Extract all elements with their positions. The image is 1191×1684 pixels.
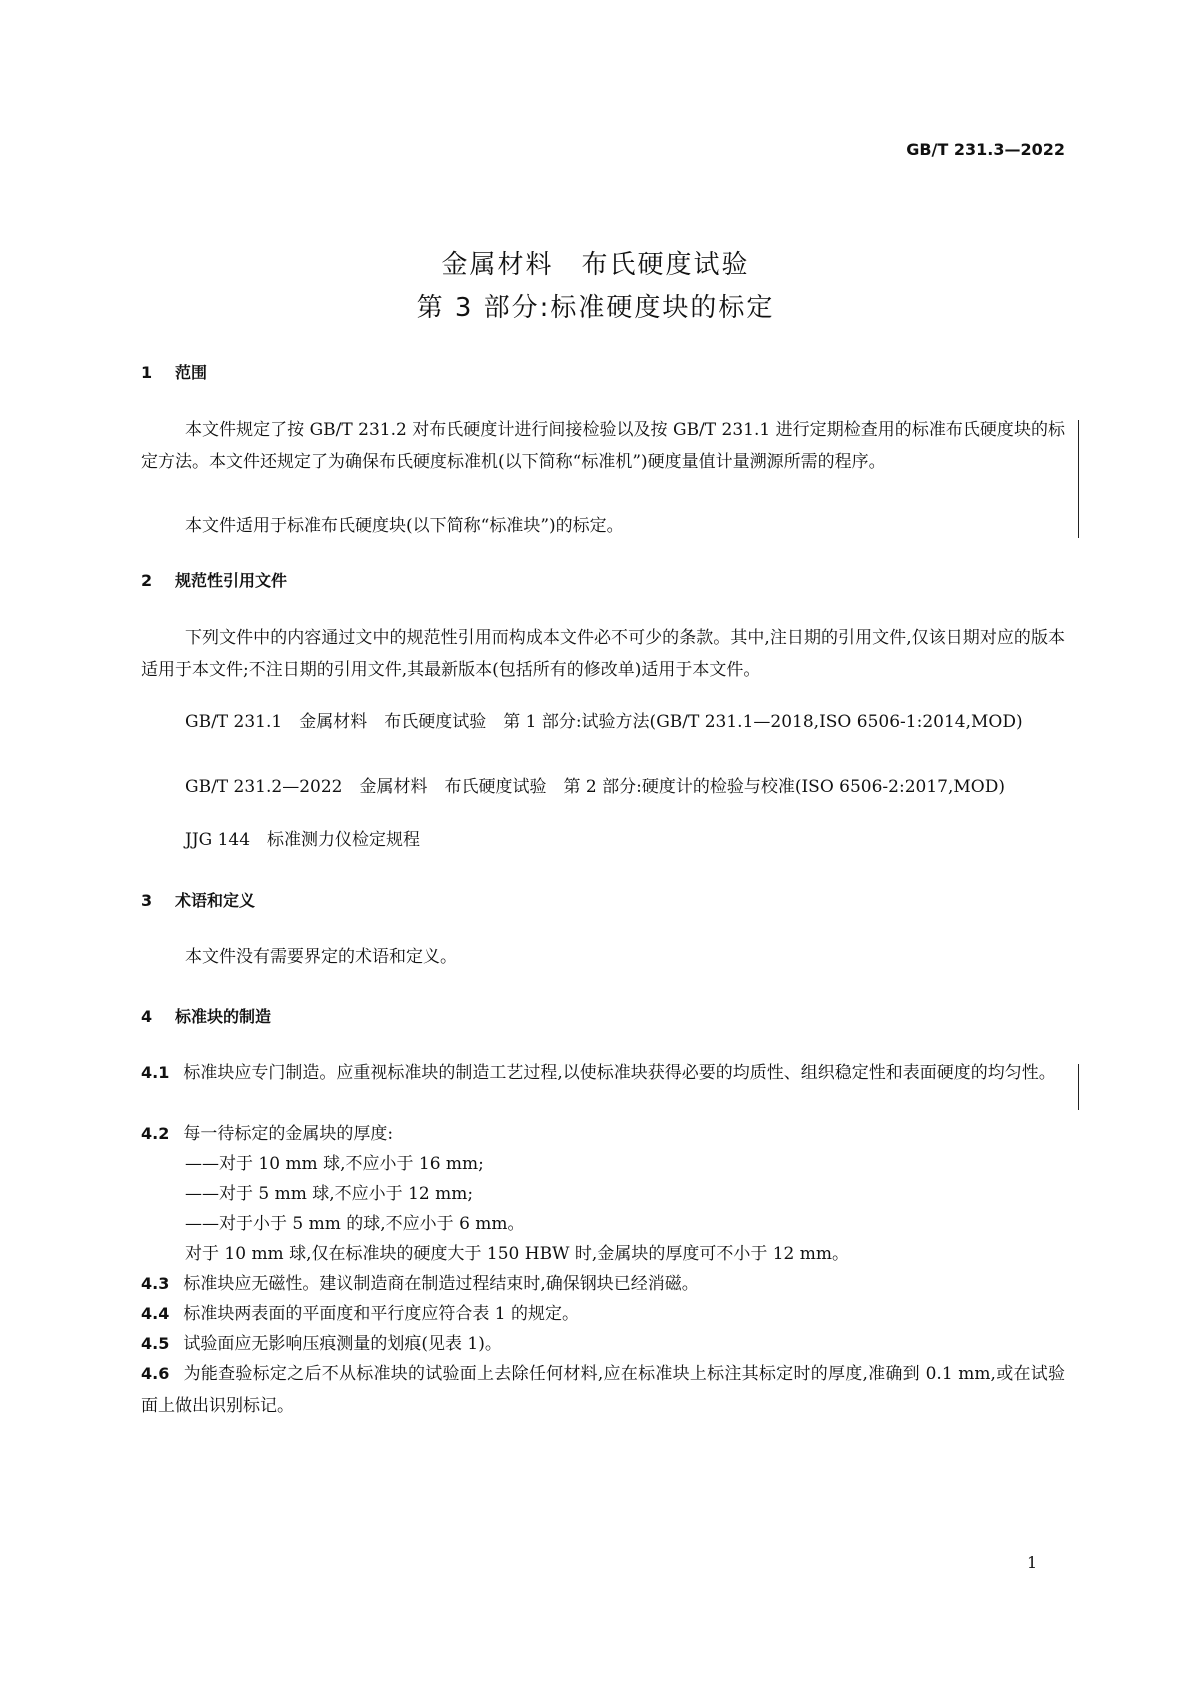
clause-text: 标准块应无磁性。建议制造商在制造过程结束时,确保钢块已经消磁。 [183,1274,699,1294]
change-bar [1078,1064,1079,1110]
normative-reference-1: GB/T 231.1 金属材料 布氏硬度试验 第 1 部分:试验方法(GB/T 231.1—2018,ISO 6506-1:2014,MOD) [185,712,1023,732]
clause-text: 试验面应无影响压痕测量的划痕(见表 1)。 [183,1334,502,1354]
change-bar [1078,420,1079,538]
clause-text: 标准块两表面的平面度和平行度应符合表 1 的规定。 [183,1304,579,1324]
section-2-heading [141,568,287,591]
clause-text: 为能查验标定之后不从标准块的试验面上去除任何材料,应在标准块上标注其标定时的厚度,准确到 0.1 mm,或在试验面上做出识别标记。 [141,1364,1065,1416]
clause-text: 标准块应专门制造。应重视标准块的制造工艺过程,以使标准块获得必要的均质性、组织稳定性和表面硬度的均匀性。 [183,1063,1056,1083]
section-number: 1 [141,363,153,382]
clause-4-6 [141,1358,1065,1422]
clause-number: 4.6 [141,1364,170,1383]
document-title-line-1: 金属材料 布氏硬度试验 [441,250,750,280]
list-item: ——对于 5 mm 球,不应小于 12 mm; [185,1184,474,1204]
section-1-paragraph-1: 本文件规定了按 GB/T 231.2 对布氏硬度计进行间接检验以及按 GB/T 231.1 进行定期检查用的标准布氏硬度块的标定方法。本文件还规定了为确保布氏硬度标准机(以下简称“标准机”)硬度量值计量溯源所需的程序。 [141,420,1065,472]
clause-4-3 [141,1268,1065,1300]
section-3-paragraph-1: 本文件没有需要界定的术语和定义。 [185,947,457,967]
clause-4-2-note: 对于 10 mm 球,仅在标准块的硬度大于 150 HBW 时,金属块的厚度可不小于 12 mm。 [185,1244,850,1264]
clause-4-5 [141,1328,1065,1360]
page-number: 1 [1027,1553,1038,1572]
clause-number: 4.3 [141,1274,170,1293]
list-item: ——对于 10 mm 球,不应小于 16 mm; [185,1154,484,1174]
clause-number: 4.4 [141,1304,170,1323]
section-title: 术语和定义 [175,891,256,910]
list-item: ——对于小于 5 mm 的球,不应小于 6 mm。 [185,1214,525,1234]
section-title: 标准块的制造 [175,1007,272,1026]
section-1-paragraph-2: 本文件适用于标准布氏硬度块(以下简称“标准块”)的标定。 [185,516,624,536]
document-code: GB/T 231.3—2022 [906,140,1065,159]
document-title-line-2: 第 3 部分:标准硬度块的标定 [416,293,775,323]
clause-4-1 [141,1057,1065,1089]
normative-reference-3: JJG 144 标准测力仪检定规程 [185,830,421,850]
normative-reference-2: GB/T 231.2—2022 金属材料 布氏硬度试验 第 2 部分:硬度计的检验与校准(ISO 6506-2:2017,MOD) [185,777,1005,797]
section-3-heading [141,888,255,911]
clause-number: 4.2 [141,1124,170,1143]
clause-number: 4.1 [141,1063,170,1082]
section-number: 4 [141,1007,153,1026]
section-1-heading [141,360,207,383]
clause-4-4 [141,1298,1065,1330]
section-4-heading [141,1004,271,1027]
clause-4-2 [141,1118,1065,1150]
section-number: 3 [141,891,153,910]
clause-number: 4.5 [141,1334,170,1353]
section-number: 2 [141,571,153,590]
section-2-paragraph-1: 下列文件中的内容通过文中的规范性引用而构成本文件必不可少的条款。其中,注日期的引用文件,仅该日期对应的版本适用于本文件;不注日期的引用文件,其最新版本(包括所有的修改单)适用于本文件。 [141,628,1065,680]
section-title: 范围 [175,363,208,382]
section-title: 规范性引用文件 [175,571,288,590]
clause-text: 每一待标定的金属块的厚度: [183,1124,394,1144]
